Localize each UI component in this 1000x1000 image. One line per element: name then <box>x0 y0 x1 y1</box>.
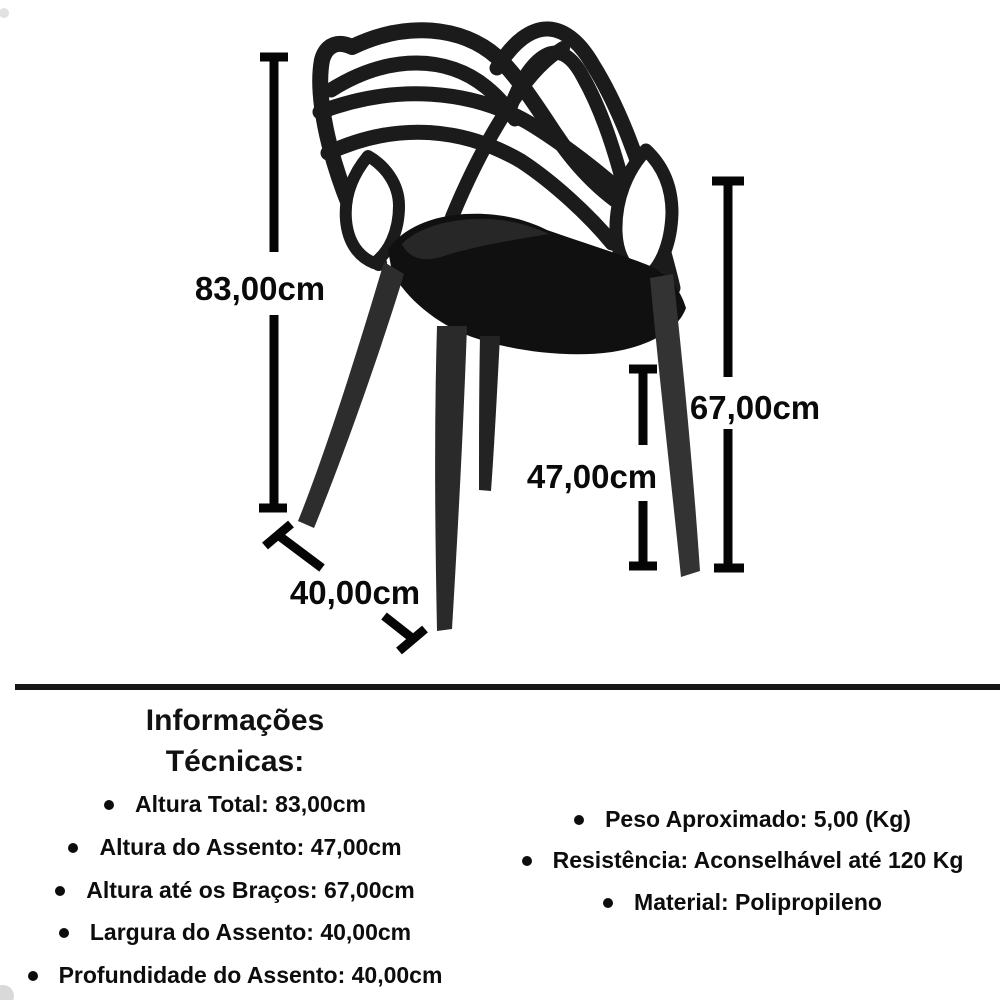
dimension-arms-height <box>690 181 820 568</box>
bullet-icon <box>574 815 584 825</box>
bullet-icon <box>68 843 78 853</box>
bullet-icon <box>55 886 65 896</box>
spec-resistance <box>485 847 1000 874</box>
total-height-label: 83,00cm <box>194 270 326 307</box>
seat-width-label: 40,00cm <box>289 574 421 611</box>
corner-artifact-top-left <box>0 8 9 18</box>
bullet-icon <box>522 856 532 866</box>
info-heading-line1: Informações <box>145 704 325 737</box>
info-heading <box>0 700 470 782</box>
arms-height-label: 67,00cm <box>689 389 821 426</box>
bullet-icon <box>603 898 613 908</box>
spec-text: Largura do Assento: 40,00cm <box>89 919 412 945</box>
section-divider <box>15 684 1000 690</box>
chair-leg-rear-center <box>479 336 500 491</box>
spec-text: Resistência: Aconselhável até 120 Kg <box>552 847 964 873</box>
dimension-seat-width <box>265 524 425 651</box>
spec-seat-depth <box>0 962 470 989</box>
bullet-icon <box>28 971 38 981</box>
bullet-icon <box>59 928 69 938</box>
spec-seat-width <box>0 919 470 946</box>
spec-text: Altura Total: 83,00cm <box>135 791 366 817</box>
spec-weight <box>485 806 1000 833</box>
spec-arms-height <box>0 877 470 904</box>
spec-material <box>485 889 1000 916</box>
spec-text: Altura do Assento: 47,00cm <box>99 834 402 860</box>
chair-leg-front <box>435 326 467 631</box>
spec-text: Profundidade do Assento: 40,00cm <box>58 962 443 988</box>
info-heading-line2: Técnicas: <box>165 745 305 778</box>
spec-text: Peso Aproximado: 5,00 (Kg) <box>605 806 911 832</box>
spec-text: Material: Polipropileno <box>634 889 882 915</box>
dimension-seat-height <box>527 369 657 566</box>
dimension-total-height <box>195 57 325 508</box>
spec-seat-height <box>0 834 470 861</box>
seat-height-label: 47,00cm <box>526 458 658 495</box>
spec-total-height <box>0 791 470 818</box>
bullet-icon <box>104 800 114 810</box>
spec-text: Altura até os Braços: 67,00cm <box>86 877 415 903</box>
